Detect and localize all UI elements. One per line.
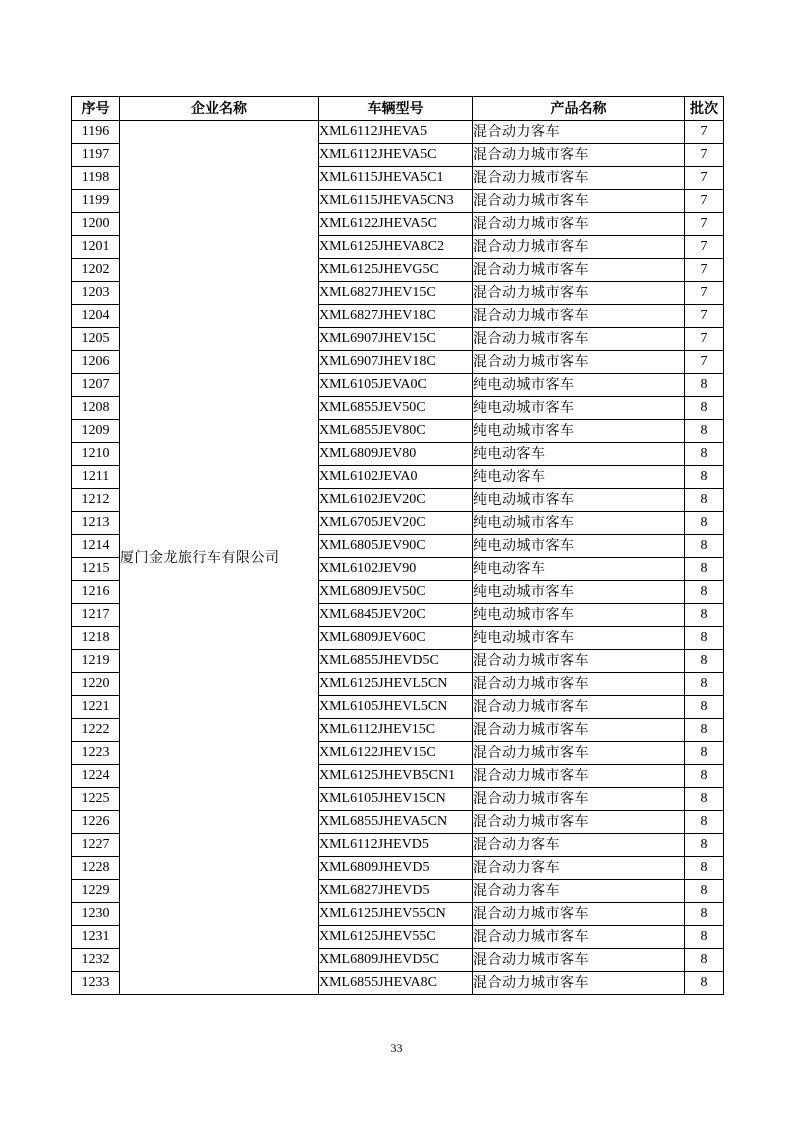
product-name-cell: 混合动力客车 xyxy=(473,834,685,857)
serial-number-cell: 1228 xyxy=(72,857,120,880)
vehicle-model-cell: XML6855JEV50C xyxy=(319,397,473,420)
vehicle-model-cell: XML6105JHEVL5CN xyxy=(319,696,473,719)
batch-cell: 8 xyxy=(685,627,724,650)
vehicle-model-cell: XML6855JEV80C xyxy=(319,420,473,443)
serial-number-cell: 1212 xyxy=(72,489,120,512)
serial-number-cell: 1199 xyxy=(72,190,120,213)
product-name-cell: 混合动力城市客车 xyxy=(473,765,685,788)
product-name-cell: 混合动力城市客车 xyxy=(473,650,685,673)
vehicle-model-cell: XML6102JEV20C xyxy=(319,489,473,512)
product-name-cell: 混合动力城市客车 xyxy=(473,167,685,190)
batch-cell: 8 xyxy=(685,443,724,466)
batch-cell: 8 xyxy=(685,558,724,581)
serial-number-cell: 1201 xyxy=(72,236,120,259)
serial-number-cell: 1215 xyxy=(72,558,120,581)
serial-number-cell: 1226 xyxy=(72,811,120,834)
batch-cell: 8 xyxy=(685,880,724,903)
serial-number-cell: 1232 xyxy=(72,949,120,972)
vehicle-model-cell: XML6855JHEVD5C xyxy=(319,650,473,673)
vehicle-model-cell: XML6809JEV50C xyxy=(319,581,473,604)
serial-number-cell: 1206 xyxy=(72,351,120,374)
product-name-cell: 混合动力客车 xyxy=(473,857,685,880)
product-name-cell: 混合动力城市客车 xyxy=(473,972,685,995)
batch-cell: 7 xyxy=(685,305,724,328)
serial-number-cell: 1209 xyxy=(72,420,120,443)
product-name-cell: 混合动力城市客车 xyxy=(473,305,685,328)
batch-cell: 8 xyxy=(685,466,724,489)
vehicle-list-table xyxy=(71,96,724,995)
vehicle-model-cell: XML6125JHEVA8C2 xyxy=(319,236,473,259)
vehicle-model-cell: XML6115JHEVA5C1 xyxy=(319,167,473,190)
batch-cell: 8 xyxy=(685,604,724,627)
batch-cell: 7 xyxy=(685,144,724,167)
batch-cell: 8 xyxy=(685,374,724,397)
serial-number-cell: 1197 xyxy=(72,144,120,167)
vehicle-model-cell: XML6115JHEVA5CN3 xyxy=(319,190,473,213)
product-name-cell: 纯电动客车 xyxy=(473,466,685,489)
header-company-name: 企业名称 xyxy=(120,97,319,121)
product-name-cell: 纯电动客车 xyxy=(473,443,685,466)
serial-number-cell: 1200 xyxy=(72,213,120,236)
serial-number-cell: 1225 xyxy=(72,788,120,811)
batch-cell: 8 xyxy=(685,903,724,926)
serial-number-cell: 1204 xyxy=(72,305,120,328)
serial-number-cell: 1218 xyxy=(72,627,120,650)
serial-number-cell: 1224 xyxy=(72,765,120,788)
vehicle-model-cell: XML6122JHEV15C xyxy=(319,742,473,765)
product-name-cell: 纯电动客车 xyxy=(473,558,685,581)
serial-number-cell: 1229 xyxy=(72,880,120,903)
product-name-cell: 混合动力城市客车 xyxy=(473,903,685,926)
serial-number-cell: 1227 xyxy=(72,834,120,857)
product-name-cell: 纯电动城市客车 xyxy=(473,420,685,443)
table-body xyxy=(72,121,724,995)
product-name-cell: 混合动力城市客车 xyxy=(473,696,685,719)
product-name-cell: 纯电动城市客车 xyxy=(473,581,685,604)
vehicle-model-cell: XML6809JHEVD5C xyxy=(319,949,473,972)
header-batch: 批次 xyxy=(685,97,724,121)
batch-cell: 8 xyxy=(685,742,724,765)
batch-cell: 8 xyxy=(685,765,724,788)
batch-cell: 8 xyxy=(685,811,724,834)
serial-number-cell: 1221 xyxy=(72,696,120,719)
batch-cell: 7 xyxy=(685,167,724,190)
vehicle-model-cell: XML6805JEV90C xyxy=(319,535,473,558)
batch-cell: 8 xyxy=(685,834,724,857)
product-name-cell: 纯电动城市客车 xyxy=(473,374,685,397)
batch-cell: 8 xyxy=(685,719,724,742)
vehicle-model-cell: XML6125JHEVL5CN xyxy=(319,673,473,696)
header-row xyxy=(72,97,724,121)
product-name-cell: 混合动力客车 xyxy=(473,880,685,903)
serial-number-cell: 1210 xyxy=(72,443,120,466)
batch-cell: 8 xyxy=(685,535,724,558)
vehicle-model-cell: XML6112JHEVA5C xyxy=(319,144,473,167)
vehicle-model-cell: XML6827JHEVD5 xyxy=(319,880,473,903)
serial-number-cell: 1231 xyxy=(72,926,120,949)
batch-cell: 8 xyxy=(685,673,724,696)
serial-number-cell: 1216 xyxy=(72,581,120,604)
batch-cell: 7 xyxy=(685,213,724,236)
vehicle-model-cell: XML6102JEV90 xyxy=(319,558,473,581)
table-row xyxy=(72,121,724,144)
product-name-cell: 混合动力城市客车 xyxy=(473,282,685,305)
vehicle-model-cell: XML6907JHEV18C xyxy=(319,351,473,374)
company-name-cell: 厦门金龙旅行车有限公司 xyxy=(120,121,319,995)
serial-number-cell: 1202 xyxy=(72,259,120,282)
product-name-cell: 纯电动城市客车 xyxy=(473,604,685,627)
header-vehicle-model: 车辆型号 xyxy=(319,97,473,121)
vehicle-model-cell: XML6105JEVA0C xyxy=(319,374,473,397)
batch-cell: 7 xyxy=(685,236,724,259)
batch-cell: 8 xyxy=(685,696,724,719)
vehicle-model-cell: XML6907JHEV15C xyxy=(319,328,473,351)
vehicle-model-cell: XML6845JEV20C xyxy=(319,604,473,627)
serial-number-cell: 1214 xyxy=(72,535,120,558)
vehicle-model-cell: XML6125JHEVB5CN1 xyxy=(319,765,473,788)
vehicle-model-cell: XML6102JEVA0 xyxy=(319,466,473,489)
product-name-cell: 纯电动城市客车 xyxy=(473,627,685,650)
vehicle-model-cell: XML6827JHEV15C xyxy=(319,282,473,305)
batch-cell: 8 xyxy=(685,972,724,995)
serial-number-cell: 1198 xyxy=(72,167,120,190)
serial-number-cell: 1223 xyxy=(72,742,120,765)
batch-cell: 7 xyxy=(685,121,724,144)
serial-number-cell: 1233 xyxy=(72,972,120,995)
vehicle-model-cell: XML6809JHEVD5 xyxy=(319,857,473,880)
header-serial-number: 序号 xyxy=(72,97,120,121)
vehicle-model-cell: XML6125JHEV55CN xyxy=(319,903,473,926)
serial-number-cell: 1203 xyxy=(72,282,120,305)
product-name-cell: 混合动力城市客车 xyxy=(473,926,685,949)
product-name-cell: 混合动力城市客车 xyxy=(473,742,685,765)
batch-cell: 7 xyxy=(685,190,724,213)
batch-cell: 8 xyxy=(685,420,724,443)
vehicle-model-cell: XML6112JHEV15C xyxy=(319,719,473,742)
batch-cell: 8 xyxy=(685,788,724,811)
product-name-cell: 混合动力城市客车 xyxy=(473,351,685,374)
serial-number-cell: 1208 xyxy=(72,397,120,420)
batch-cell: 8 xyxy=(685,512,724,535)
product-name-cell: 混合动力城市客车 xyxy=(473,144,685,167)
product-name-cell: 混合动力城市客车 xyxy=(473,236,685,259)
product-name-cell: 混合动力客车 xyxy=(473,121,685,144)
vehicle-model-cell: XML6122JHEVA5C xyxy=(319,213,473,236)
batch-cell: 7 xyxy=(685,259,724,282)
product-name-cell: 混合动力城市客车 xyxy=(473,811,685,834)
product-name-cell: 纯电动城市客车 xyxy=(473,397,685,420)
table-header xyxy=(72,97,724,121)
vehicle-model-cell: XML6809JEV60C xyxy=(319,627,473,650)
page-number: 33 xyxy=(390,1041,403,1055)
batch-cell: 8 xyxy=(685,857,724,880)
batch-cell: 7 xyxy=(685,351,724,374)
serial-number-cell: 1220 xyxy=(72,673,120,696)
product-name-cell: 纯电动城市客车 xyxy=(473,512,685,535)
product-name-cell: 混合动力城市客车 xyxy=(473,190,685,213)
vehicle-model-cell: XML6809JEV80 xyxy=(319,443,473,466)
serial-number-cell: 1207 xyxy=(72,374,120,397)
serial-number-cell: 1196 xyxy=(72,121,120,144)
batch-cell: 8 xyxy=(685,949,724,972)
serial-number-cell: 1211 xyxy=(72,466,120,489)
product-name-cell: 纯电动城市客车 xyxy=(473,489,685,512)
vehicle-model-cell: XML6112JHEVA5 xyxy=(319,121,473,144)
serial-number-cell: 1205 xyxy=(72,328,120,351)
batch-cell: 8 xyxy=(685,926,724,949)
batch-cell: 8 xyxy=(685,650,724,673)
vehicle-model-cell: XML6855JHEVA8C xyxy=(319,972,473,995)
vehicle-model-cell: XML6827JHEV18C xyxy=(319,305,473,328)
product-name-cell: 混合动力城市客车 xyxy=(473,788,685,811)
vehicle-model-cell: XML6855JHEVA5CN xyxy=(319,811,473,834)
product-name-cell: 纯电动城市客车 xyxy=(473,535,685,558)
serial-number-cell: 1217 xyxy=(72,604,120,627)
batch-cell: 8 xyxy=(685,581,724,604)
batch-cell: 8 xyxy=(685,397,724,420)
vehicle-model-cell: XML6105JHEV15CN xyxy=(319,788,473,811)
vehicle-model-cell: XML6125JHEVG5C xyxy=(319,259,473,282)
product-name-cell: 混合动力城市客车 xyxy=(473,259,685,282)
vehicle-model-cell: XML6705JEV20C xyxy=(319,512,473,535)
serial-number-cell: 1222 xyxy=(72,719,120,742)
product-name-cell: 混合动力城市客车 xyxy=(473,213,685,236)
vehicle-model-cell: XML6112JHEVD5 xyxy=(319,834,473,857)
vehicle-model-cell: XML6125JHEV55C xyxy=(319,926,473,949)
serial-number-cell: 1219 xyxy=(72,650,120,673)
serial-number-cell: 1230 xyxy=(72,903,120,926)
product-name-cell: 混合动力城市客车 xyxy=(473,719,685,742)
batch-cell: 8 xyxy=(685,489,724,512)
product-name-cell: 混合动力城市客车 xyxy=(473,949,685,972)
batch-cell: 7 xyxy=(685,282,724,305)
product-name-cell: 混合动力城市客车 xyxy=(473,673,685,696)
product-name-cell: 混合动力城市客车 xyxy=(473,328,685,351)
header-product-name: 产品名称 xyxy=(473,97,685,121)
serial-number-cell: 1213 xyxy=(72,512,120,535)
batch-cell: 7 xyxy=(685,328,724,351)
